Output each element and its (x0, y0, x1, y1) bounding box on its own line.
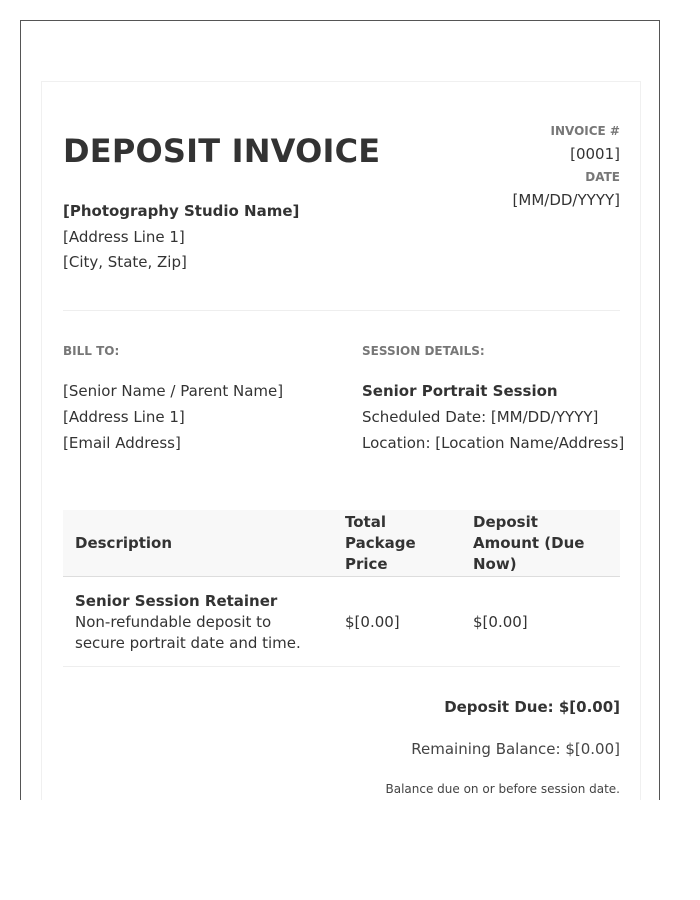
session-details (362, 378, 624, 456)
bill-to-name: [Senior Name / Parent Name] (63, 382, 284, 400)
invoice-date: [MM/DD/YYYY] (512, 191, 620, 209)
invoice-title: DEPOSIT INVOICE (63, 132, 381, 170)
session-details-label: SESSION DETAILS: (362, 344, 485, 358)
session-scheduled-date: Scheduled Date: [MM/DD/YYYY] (362, 408, 599, 426)
invoice-meta (513, 120, 620, 212)
table-row (63, 577, 620, 667)
invoice-date-label: DATE (585, 170, 620, 184)
studio-address: [Address Line 1] (63, 227, 185, 246)
studio-info (63, 199, 299, 276)
row-description (63, 577, 333, 667)
invoice-number-label: INVOICE # (550, 124, 620, 138)
session-location: Location: [Location Name/Address] (362, 434, 625, 452)
balance-note: Balance due on or before session date. (385, 782, 620, 796)
bill-to-address: [Address Line 1] (63, 408, 185, 426)
row-deposit-amount: $[0.00] (461, 577, 620, 667)
bill-to-email: [Email Address] (63, 434, 181, 452)
page-frame (20, 20, 660, 800)
remaining-balance: Remaining Balance: $[0.00] (411, 740, 620, 758)
header-description: Description (63, 510, 333, 577)
bill-to-details (63, 378, 283, 456)
bill-to-label: BILL TO: (63, 344, 120, 358)
row-total-price: $[0.00] (333, 577, 461, 667)
session-title: Senior Portrait Session (362, 382, 558, 400)
table-header-row (63, 510, 620, 577)
header-total-package-price: Total Package Price (333, 510, 461, 577)
header-divider (63, 310, 620, 311)
header-deposit-amount: Deposit Amount (Due Now) (461, 510, 620, 577)
studio-city-state-zip: [City, State, Zip] (63, 253, 187, 271)
deposit-due-total: Deposit Due: $[0.00] (444, 698, 620, 716)
invoice-number: [0001] (570, 145, 620, 163)
line-items-table (63, 510, 620, 667)
invoice-document (41, 81, 641, 800)
studio-name: [Photography Studio Name] (63, 202, 300, 220)
row-item-note: Non-refundable deposit to secure portrait date and time. (75, 613, 301, 652)
row-item-name: Senior Session Retainer (75, 592, 278, 610)
